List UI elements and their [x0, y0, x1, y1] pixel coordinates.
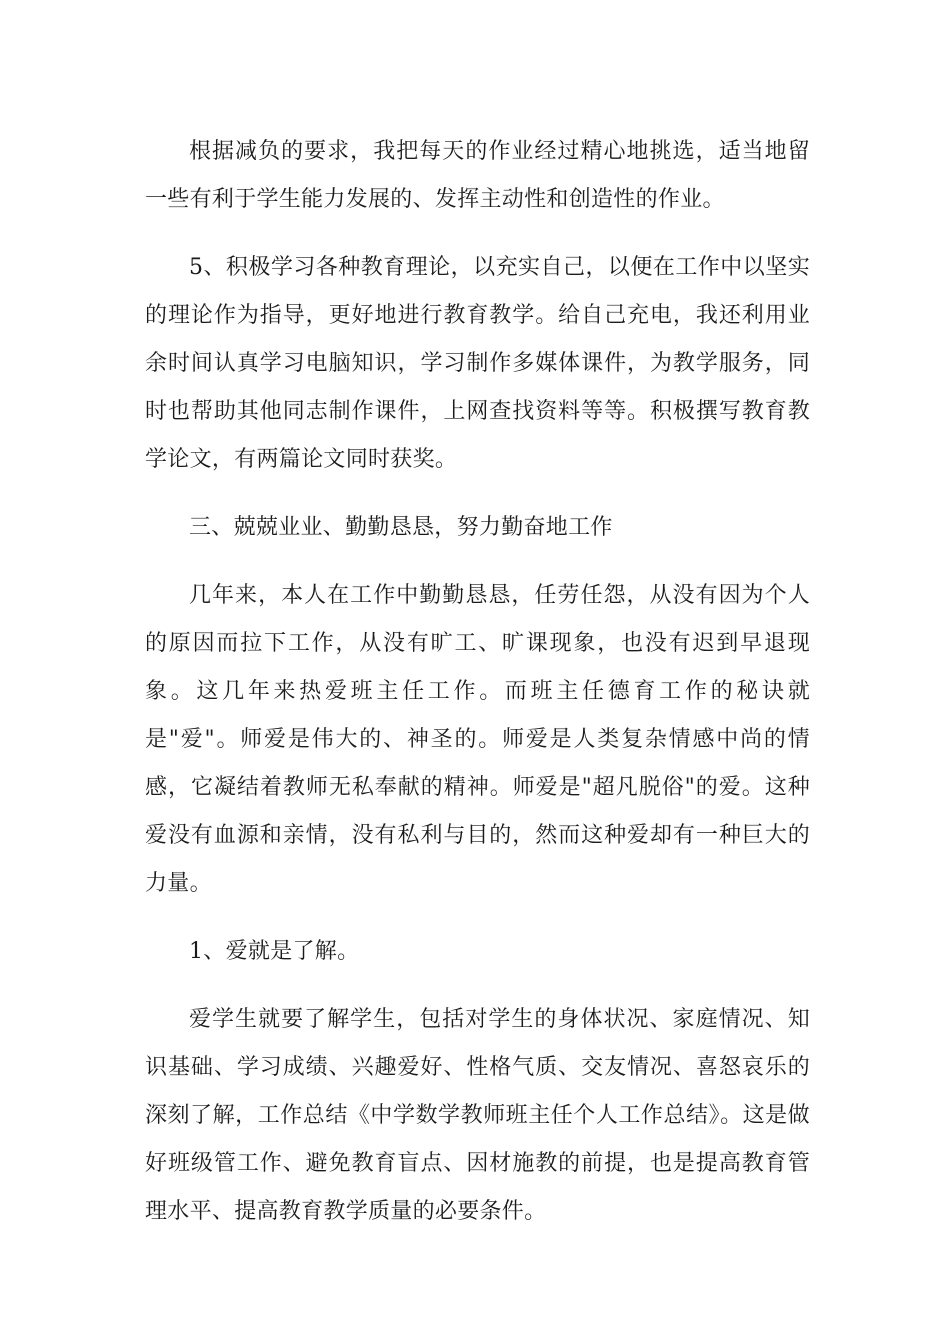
subheading-love-is-understanding: 1、爱就是了解。	[189, 939, 360, 964]
document-body	[145, 128, 810, 1236]
paragraph-homework: 根据减负的要求，我把每天的作业经过精心地挑选，适当地留一些有利于学生能力发展的、发挥主动性和创造性的作业。	[145, 139, 810, 212]
section-heading-diligent-work: 三、兢兢业业、勤勤恳恳，努力勤奋地工作	[189, 515, 613, 540]
paragraph-study-theory: 5、积极学习各种教育理论，以充实自己，以便在工作中以坚实的理论作为指导，更好地进行教育教学。给自己充电，我还利用业余时间认真学习电脑知识，学习制作多媒体课件，为教学服务，同时也帮助其他同志制作课件，上网查找资料等等。积极撰写教育教学论文，有两篇论文同时获奖。	[145, 255, 810, 472]
paragraph-diligence: 几年来，本人在工作中勤勤恳恳，任劳任怨，从没有因为个人的原因而拉下工作，从没有旷工、旷课现象，也没有迟到早退现象。这几年来热爱班主任工作。而班主任德育工作的秘诀就是"爱"。师爱是伟大的、神圣的。师爱是人类复杂情感中尚的情感，它凝结着教师无私奉献的精神。师爱是"超凡脱俗"的爱。这种爱没有血源和亲情，没有私利与目的，然而这种爱却有一种巨大的力量。	[145, 583, 810, 896]
paragraph-understand-students: 爱学生就要了解学生，包括对学生的身体状况、家庭情况、知识基础、学习成绩、兴趣爱好、性格气质、交友情况、喜怒哀乐的深刻了解，工作总结《中学数学教师班主任个人工作总结》。这是做好班级管工作、避免教育盲点、因材施教的前提，也是提高教育管理水平、提高教育教学质量的必要条件。	[145, 1007, 810, 1224]
